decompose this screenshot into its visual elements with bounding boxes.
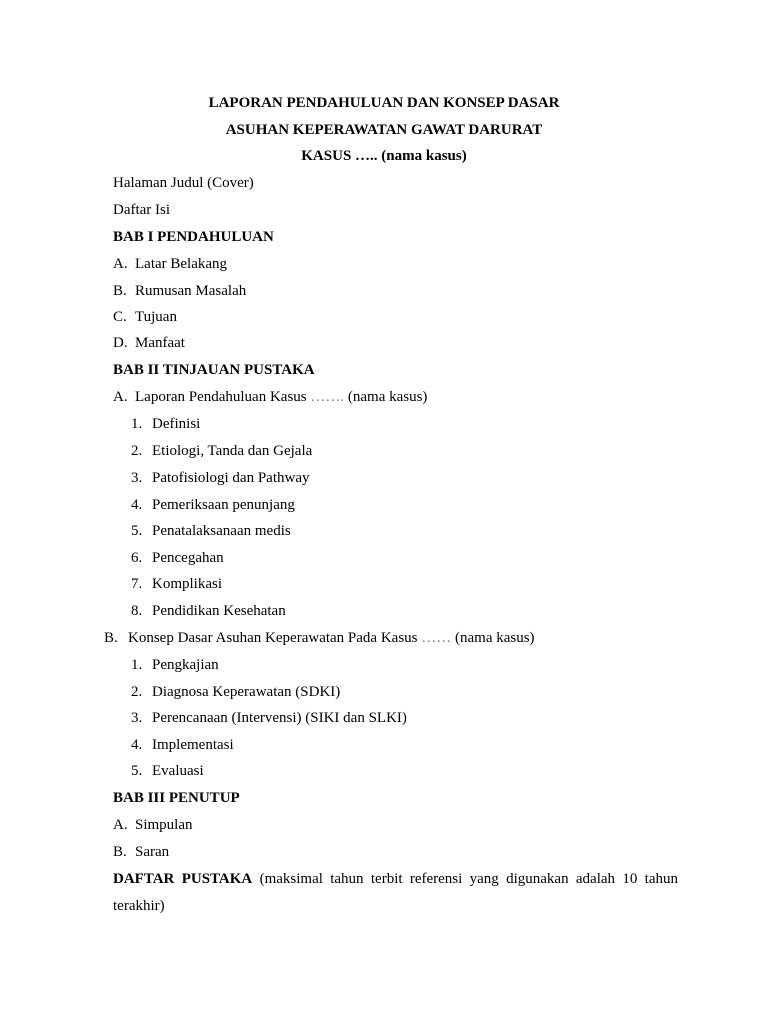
list-text: Pemeriksaan penunjang	[152, 497, 295, 513]
section-a-item	[131, 523, 291, 539]
document-title-line-1: LAPORAN PENDAHULUAN DAN KONSEP DASAR	[208, 95, 560, 111]
section-b-item	[131, 684, 341, 700]
list-marker: B.	[113, 844, 127, 860]
list-marker: 2.	[131, 684, 143, 700]
list-marker: 5.	[131, 523, 143, 539]
section-b-title: Konsep Dasar Asuhan Keperawatan Pada Kasus	[128, 630, 418, 646]
list-marker: C.	[113, 309, 127, 325]
list-text: Latar Belakang	[135, 256, 228, 272]
section-a-item	[131, 550, 224, 566]
list-marker: 8.	[131, 603, 143, 619]
list-marker: D.	[113, 335, 128, 351]
section-a-item	[131, 470, 310, 486]
bab-1-item	[113, 335, 185, 351]
list-text: Manfaat	[135, 335, 185, 351]
bab-1-item	[113, 309, 177, 325]
list-marker: 4.	[131, 497, 143, 513]
section-b-item	[131, 657, 219, 673]
case-placeholder: (nama kasus)	[347, 389, 428, 405]
section-a-item	[131, 416, 201, 432]
section-a-item	[131, 603, 286, 619]
placeholder-dots: ……	[421, 630, 452, 646]
list-text: Saran	[135, 844, 170, 860]
bab-3-item	[113, 844, 170, 860]
list-marker: A.	[113, 389, 128, 405]
bab-1-item	[113, 256, 228, 272]
cover-entry: Halaman Judul (Cover)	[113, 175, 254, 191]
list-marker: 5.	[131, 763, 143, 779]
section-a-item	[131, 576, 222, 592]
list-text: Komplikasi	[152, 576, 222, 592]
list-marker: 6.	[131, 550, 143, 566]
section-a-item	[131, 443, 313, 459]
bab-1-item	[113, 283, 247, 299]
list-text: Penatalaksanaan medis	[152, 523, 291, 539]
document-title-line-2: ASUHAN KEPERAWATAN GAWAT DARURAT	[225, 122, 543, 138]
list-text: Etiologi, Tanda dan Gejala	[152, 443, 313, 459]
section-b-item	[131, 710, 407, 726]
list-text: Rumusan Masalah	[135, 283, 247, 299]
list-marker: B.	[104, 630, 118, 646]
daftar-pustaka-note: (maksimal tahun terbit referensi yang digunakan adalah 10 tahun	[259, 871, 678, 887]
list-text: Simpulan	[135, 817, 193, 833]
section-b-item	[131, 737, 234, 753]
section-a-item	[131, 497, 295, 513]
list-marker: 3.	[131, 470, 143, 486]
section-a-text	[135, 390, 427, 405]
bab-2-section-a	[113, 389, 428, 405]
list-marker: 1.	[131, 416, 143, 432]
list-marker: 4.	[131, 737, 143, 753]
list-marker: 7.	[131, 576, 143, 592]
list-marker: 1.	[131, 657, 143, 673]
section-b-text	[128, 631, 535, 646]
list-text: Definisi	[152, 416, 201, 432]
list-text: Pendidikan Kesehatan	[152, 603, 286, 619]
list-text: Pengkajian	[152, 657, 219, 673]
list-marker: B.	[113, 283, 127, 299]
list-marker: A.	[113, 817, 128, 833]
list-text: Tujuan	[135, 309, 177, 325]
list-text: Implementasi	[152, 737, 234, 753]
list-marker: A.	[113, 256, 128, 272]
list-marker: 2.	[131, 443, 143, 459]
daftar-pustaka-heading: DAFTAR PUSTAKA	[113, 871, 253, 887]
daftar-pustaka-line-1	[113, 872, 678, 887]
list-text: Patofisiologi dan Pathway	[152, 470, 310, 486]
bab-3-heading: BAB III PENUTUP	[113, 790, 240, 806]
document-title-line-3: KASUS ….. (nama kasus)	[301, 148, 467, 164]
section-a-title: Laporan Pendahuluan Kasus	[135, 389, 307, 405]
list-text: Diagnosa Keperawatan (SDKI)	[152, 684, 341, 700]
case-placeholder: (nama kasus)	[455, 630, 535, 646]
daftar-pustaka-line-2: terakhir)	[113, 898, 165, 914]
section-b-item	[131, 763, 204, 779]
list-text: Evaluasi	[152, 763, 204, 779]
list-text: Pencegahan	[152, 550, 224, 566]
bab-2-section-b	[104, 630, 535, 646]
bab-3-item	[113, 817, 193, 833]
list-text: Perencanaan (Intervensi) (SIKI dan SLKI)	[152, 710, 407, 726]
toc-entry: Daftar Isi	[113, 202, 171, 218]
bab-1-heading: BAB I PENDAHULUAN	[113, 229, 274, 245]
placeholder-dots: …….	[310, 389, 345, 405]
list-marker: 3.	[131, 710, 143, 726]
bab-2-heading: BAB II TINJAUAN PUSTAKA	[113, 362, 315, 378]
